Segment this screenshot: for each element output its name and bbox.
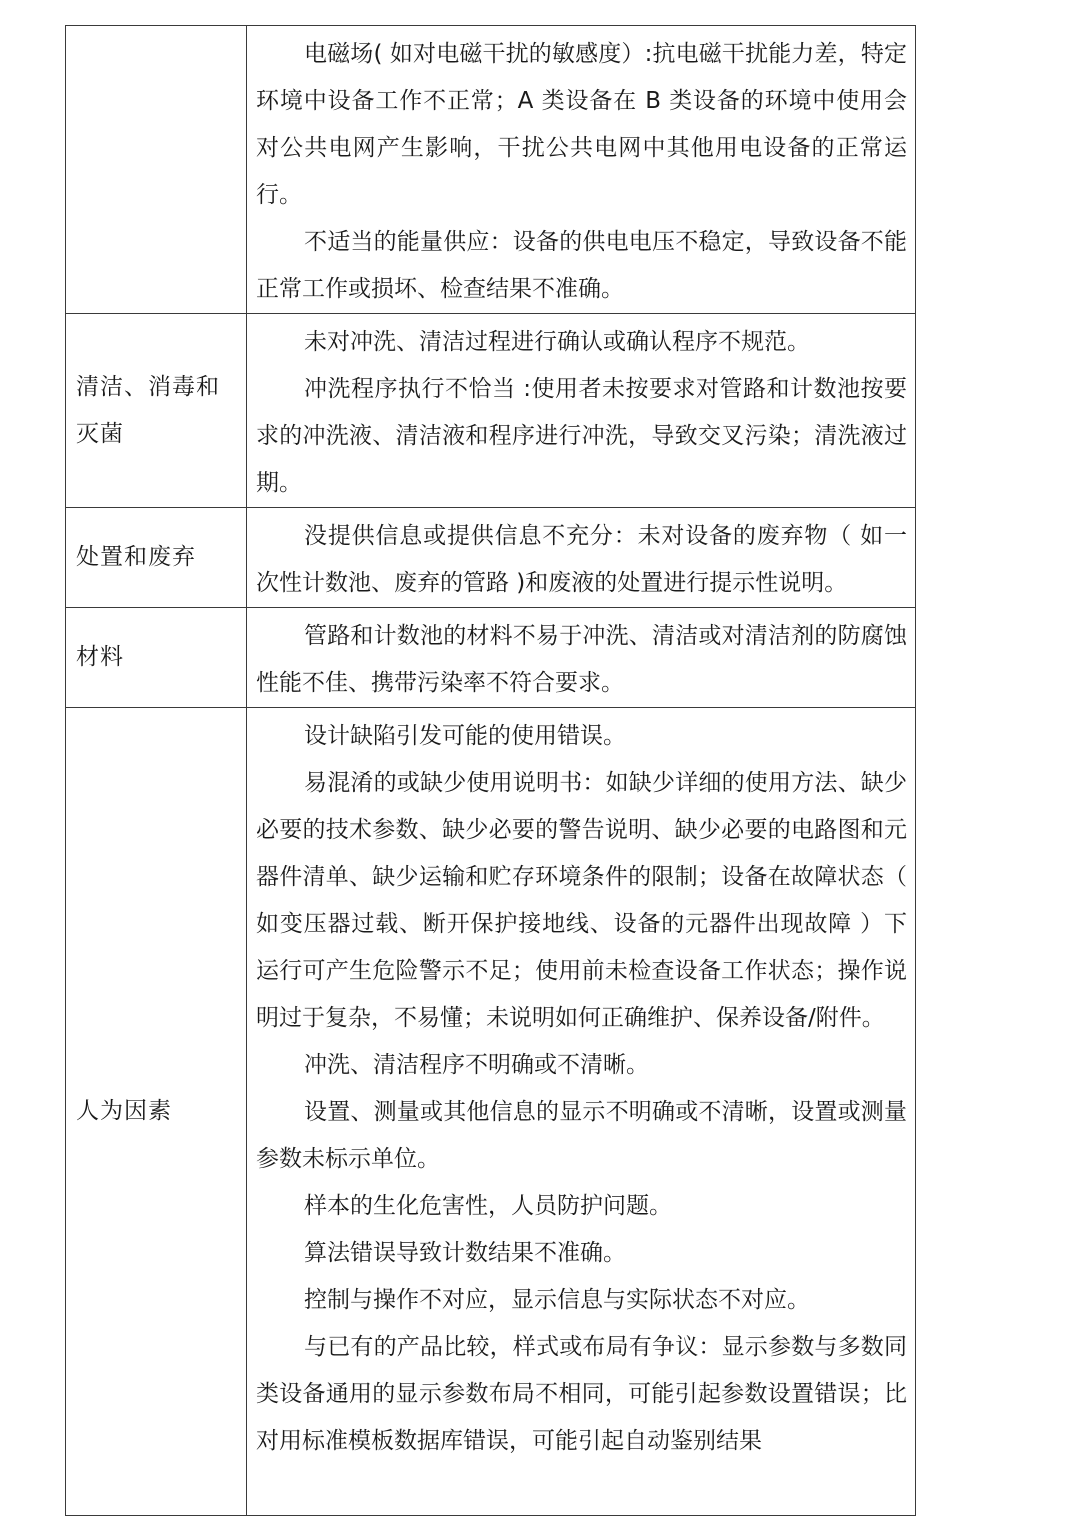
category-cell: 材料	[66, 608, 247, 708]
description-paragraph: 未对冲洗、清洁过程进行确认或确认程序不规范。	[304, 329, 810, 355]
description-paragraph: 样本的生化危害性，人员防护问题。	[304, 1193, 672, 1219]
description-cell	[247, 508, 916, 608]
risk-analysis-table	[65, 25, 916, 1516]
description-cell	[247, 314, 916, 508]
category-cell: 处置和废弃	[66, 508, 247, 608]
description-paragraph: 管路和计数池的材料不易于冲洗、清洁或对清洁剂的防腐蚀性能不佳、携带污染率不符合要求。	[256, 623, 907, 696]
table-row	[66, 508, 916, 608]
description-cell	[247, 26, 916, 314]
description-paragraph: 易混淆的或缺少使用说明书：如缺少详细的使用方法、缺少必要的技术参数、缺少必要的警告说明、缺少必要的电路图和元器件清单、缺少运输和贮存环境条件的限制；设备在故障状态（ 如变压器过载、断开保护接地线、设备的元器件出现故障 ）下运行可产生危险警示不足；使用前未检查设备工作状态；操作说明过于复杂，不易懂；未说明如何正确维护、保养设备/附件。	[256, 770, 907, 1031]
description-paragraph: 算法错误导致计数结果不准确。	[304, 1240, 626, 1266]
description-paragraph: 控制与操作不对应，显示信息与实际状态不对应。	[304, 1287, 810, 1313]
description-paragraph: 冲洗、清洁程序不明确或不清晰。	[304, 1052, 649, 1078]
description-paragraph: 电磁场( 如对电磁干扰的敏感度）:抗电磁干扰能力差，特定环境中设备工作不正常；A 类设备在 B 类设备的环境中使用会对公共电网产生影响，干扰公共电网中其他用电设备的正常运行。	[256, 41, 907, 208]
category-cell: 人为因素	[66, 708, 247, 1516]
table-row	[66, 608, 916, 708]
description-paragraph: 不适当的能量供应：设备的供电电压不稳定，导致设备不能正常工作或损坏、检查结果不准确。	[256, 229, 907, 302]
table-row	[66, 26, 916, 314]
description-cell	[247, 708, 916, 1516]
description-cell	[247, 608, 916, 708]
category-cell	[66, 26, 247, 314]
description-paragraph: 冲洗程序执行不恰当 :使用者未按要求对管路和计数池按要求的冲洗液、清洁液和程序进行冲洗，导致交叉污染；清洗液过期。	[256, 376, 907, 496]
description-paragraph: 没提供信息或提供信息不充分：未对设备的废弃物（ 如一次性计数池、废弃的管路 )和废液的处置进行提示性说明。	[256, 523, 907, 596]
table-row	[66, 708, 916, 1516]
description-paragraph: 设置、测量或其他信息的显示不明确或不清晰，设置或测量参数未标示单位。	[256, 1099, 907, 1172]
table-row	[66, 314, 916, 508]
description-paragraph: 与已有的产品比较，样式或布局有争议：显示参数与多数同类设备通用的显示参数布局不相同，可能引起参数设置错误；比对用标准模板数据库错误，可能引起自动鉴别结果	[256, 1334, 907, 1454]
category-cell: 清洁、消毒和灭菌	[66, 314, 247, 508]
description-paragraph: 设计缺陷引发可能的使用错误。	[304, 723, 626, 749]
